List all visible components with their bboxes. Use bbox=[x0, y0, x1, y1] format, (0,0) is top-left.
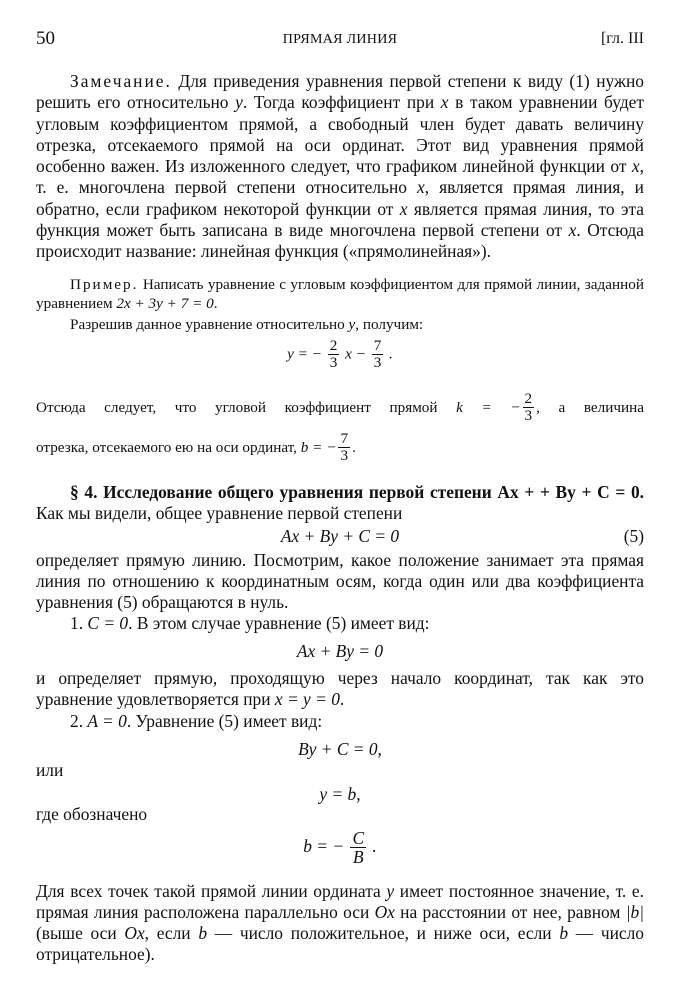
case-2-equation-2: y = b, bbox=[319, 784, 361, 805]
case-1: 1. C = 0. В этом случае уравнение (5) имеет вид: bbox=[70, 613, 430, 634]
section-text: определяет прямую линию. Посмотрим, какое положение занимает эта прямая линия по отношению к координатным осям, когда один или два коэффициента уравнения (5) обращаются в нуль. bbox=[36, 549, 644, 613]
final-paragraph: Для всех точек такой прямой линии ордината y имеет постоянное значение, т. е. прямая линия расположена параллельно оси Ox на расстоянии от нее, равном |b| (выше оси Ox, если b — число положительное, и ниже оси, если b — число отрицательное). bbox=[36, 880, 644, 965]
book-page bbox=[36, 28, 644, 966]
fraction: $\frac{C}{B}$ bbox=[352, 827, 365, 867]
page-number: 50 bbox=[36, 28, 55, 49]
remark-paragraph: Замечание. Для приведения уравнения первой степени к виду (1) нужно решить его относительно y. Тогда коэффициент при x в таком уравнении будет угловым коэффициентом прямой, а свободный член будет давать величину отрезка, отсекаемого прямой на оси ординат. Этот вид уравнения прямой особенно важен. Из изложенного следует, что графиком линейной функции от x, т. е. многочлена первой степени относительно x, является прямая линия, и обратно, если графиком некоторой функции от x является прямая линия, то эта функция может быть записана в виде многочлена первой степени от x. Отсюда происходит название: линейная функция («прямолинейная»). bbox=[36, 71, 644, 262]
section-paragraph: § 4. Исследование общего уравнения первой степени Ax + + By + C = 0. Как мы видели, общее уравнение первой степени bbox=[36, 481, 644, 523]
page-header bbox=[36, 28, 644, 52]
where-label: где обозначено bbox=[36, 803, 148, 824]
case-2-equation-3: b = − $\frac{C}{B}$ . bbox=[303, 827, 377, 867]
case-1-equation: Ax + By = 0 bbox=[296, 640, 384, 661]
remark-title: Замечание. bbox=[70, 71, 172, 91]
fraction: $\frac{2}{3}$ bbox=[524, 390, 533, 425]
intercept-line: отрезка, отсекаемого ею на оси ординат, b = − $\frac{7}{3}$ . bbox=[36, 430, 356, 465]
case-2: 2. A = 0. Уравнение (5) имеет вид: bbox=[70, 710, 323, 731]
chapter-label: [гл. III bbox=[600, 30, 644, 47]
example-formula: y = − $\frac{2}{3}$ x − $\frac{7}{3}$ . bbox=[287, 336, 393, 371]
or-label: или bbox=[36, 760, 64, 781]
slope-line: Отсюда следует, что угловой коэффициент прямой k = − $\frac{2}{3}$ , а величина bbox=[36, 390, 645, 425]
equation-number: (5) bbox=[623, 526, 644, 547]
fraction: $\frac{7}{3}$ bbox=[373, 336, 382, 371]
fraction: $\frac{2}{3}$ bbox=[329, 336, 338, 371]
equation-5: Ax + By + C = 0 (5) bbox=[280, 526, 644, 547]
example-statement: Пример. Написать уравнение с угловым коэффициентом для прямой линии, заданной уравнением 2x + 3y + 7 = 0. bbox=[36, 275, 644, 312]
case-1-text: и определяет прямую, проходящую через начало координат, так как это уравнение удовлетворяется при x = y = 0. bbox=[36, 668, 644, 710]
running-title: ПРЯМАЯ ЛИНИЯ bbox=[282, 32, 398, 47]
example-label: Пример. bbox=[70, 275, 139, 293]
example-equation: 2x + 3y + 7 = 0 bbox=[116, 294, 214, 312]
case-2-equation-1: By + C = 0, bbox=[298, 738, 382, 759]
example-solution-intro: Разрешив данное уравнение относительно y, получим: bbox=[70, 315, 424, 333]
section-heading: § 4. Исследование общего уравнения первой степени Ax + + By + C = 0. bbox=[70, 481, 644, 502]
fraction: $\frac{7}{3}$ bbox=[340, 430, 349, 465]
